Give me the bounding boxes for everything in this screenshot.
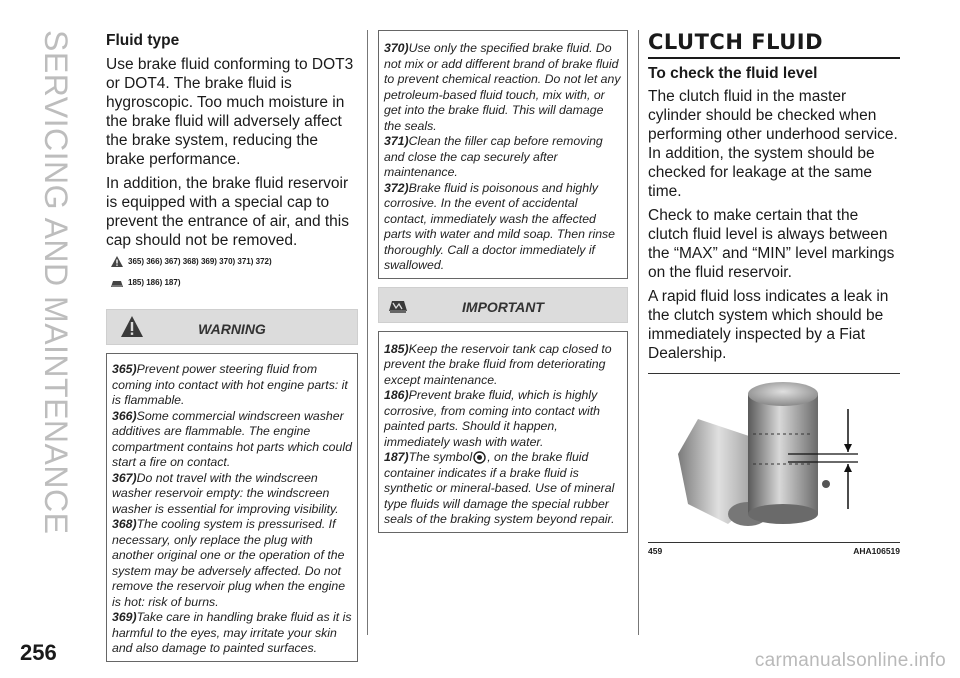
warning-refs — [110, 255, 358, 268]
warning-box — [106, 353, 358, 662]
important-box — [378, 331, 628, 533]
column-divider — [638, 30, 639, 635]
figure-code: AHA106519 — [853, 546, 900, 556]
important-item: 186)Prevent brake fluid, which is highly corrosive, from coming into contact with painted parts. Should it happen, immediately wash with water. — [384, 388, 600, 449]
watermark-text: carmanualsonline.info — [754, 650, 946, 671]
figure-caption — [648, 542, 900, 556]
clutch-paragraph: A rapid fluid loss indicates a leak in the clutch system which should be immediately inspected by a Fiat Dealership. — [648, 288, 889, 362]
warning-box-continued — [378, 30, 628, 279]
warning-item: 368)The cooling system is pressurised. If necessary, only replace the plug with another original one or the operation of the system may be adversely affected. Do not remove the reservoir plug when the engine is hot: risk of burns. — [112, 517, 346, 609]
column-3 — [648, 30, 900, 556]
column-divider — [367, 30, 368, 635]
warning-item: 371)Clean the filler cap before removing and close the cap securely after maintenance. — [384, 134, 603, 179]
important-header — [378, 287, 628, 323]
column-1 — [106, 32, 358, 662]
warning-triangle-icon — [110, 255, 124, 268]
warning-item: 367)Do not travel with the windscreen washer reservoir empty: the windscreen washer is essential for improving visibility. — [112, 470, 339, 516]
column-2 — [378, 30, 628, 533]
important-item: 185)Keep the reservoir tank cap closed to prevent the brake fluid from deteriorating except maintenance. — [384, 341, 612, 387]
clutch-paragraph: The clutch fluid in the master cylinder should be checked when performing other underhood service. In addition, the system should be checked for leakage at the same time. — [648, 88, 898, 200]
warning-title: WARNING — [198, 321, 266, 337]
important-title: IMPORTANT — [462, 298, 544, 315]
warning-header — [106, 309, 358, 345]
clutch-reservoir-illustration — [648, 374, 900, 542]
warning-refs-text: 365) 366) 367) 368) 369) 370) 371) 372) — [128, 257, 272, 266]
side-section-title — [18, 30, 78, 535]
warning-item: 365)Prevent power steering fluid from coming into contact with hot engine parts: it is flammable. — [112, 362, 348, 407]
warning-item: 366)Some commercial windscreen washer additives are flammable. The engine compartment contains hot parts which could start a fire on contact. — [112, 408, 352, 469]
clutch-reservoir-figure — [648, 374, 900, 542]
figure-number: 459 — [648, 546, 663, 556]
clutch-paragraph: Check to make certain that the clutch fluid level is always between the “MAX” and “MIN” level markings on the fluid reservoir. — [648, 207, 895, 281]
warning-item: 372)Brake fluid is poisonous and highly corrosive. In the event of accidental contact, immediately wash the affected parts with water and mild soap. Then rinse thoroughly. Call a doctor immediately if swallowed. — [384, 180, 616, 272]
check-level-heading: To check the fluid level — [648, 65, 818, 82]
important-refs — [110, 276, 358, 289]
clutch-fluid-title: CLUTCH FLUID — [648, 30, 823, 54]
car-damage-icon — [110, 276, 124, 289]
page-number: 256 — [20, 640, 57, 665]
fluid-type-paragraph: Use brake fluid conforming to DOT3 or DOT4. The brake fluid is hygroscopic. Too much moisture in the brake fluid will adversely affect the brake system, reducing the brake performance. — [106, 56, 354, 168]
important-item: 187)The symbol , on the brake fluid container indicates if a brake fluid is synthetic or mineral-based. Use of mineral type fluids will damage the special rubber seals of the braking system beyond repair. — [384, 450, 615, 526]
brake-fluid-symbol-icon — [473, 451, 486, 464]
title-rule — [648, 57, 900, 59]
fluid-type-heading: Fluid type — [106, 32, 180, 49]
warning-item: 369)Take care in handling brake fluid as it is harmful to the eyes, may irritate your skin and also damage to painted surfaces. — [112, 610, 352, 655]
warning-item: 370)Use only the specified brake fluid. Do not mix or add different brand of brake fluid to prevent chemical reaction. Do not let any petroleum-based fluid touch, mix with, or get into the brake fluid. This will damage the seals. — [384, 41, 621, 133]
side-title-text: SERVICING AND MAINTENANCE — [38, 30, 74, 535]
reservoir-cap-paragraph: In addition, the brake fluid reservoir is equipped with a special cap to prevent the entrance of air, and this cap should not be removed. — [106, 175, 349, 249]
important-refs-text: 185) 186) 187) — [128, 278, 181, 287]
